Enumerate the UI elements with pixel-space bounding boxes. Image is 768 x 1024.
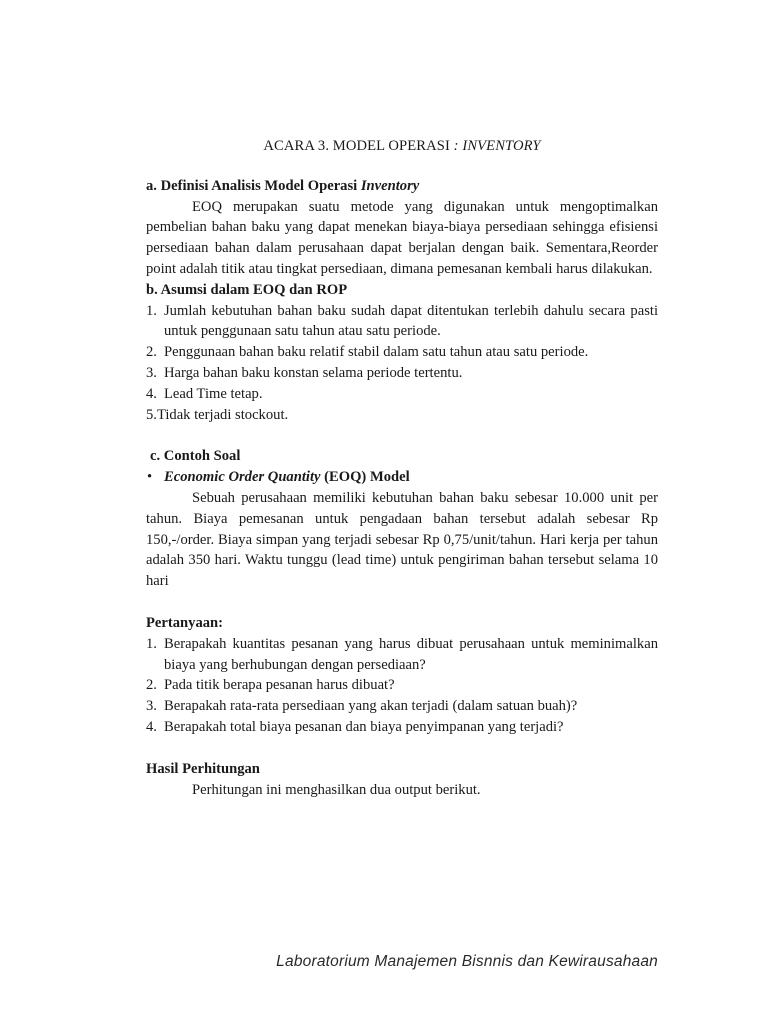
page-title	[146, 136, 658, 157]
section-b-heading: b. Asumsi dalam EOQ dan ROP	[146, 281, 348, 298]
bullet-italic-text: Economic Order Quantity	[164, 469, 321, 486]
section-a-paragraph: EOQ merupakan suatu metode yang digunakan untuk mengoptimalkan pembelian bahan baku yang dapat menekan biaya-biaya persediaan sehingga efisiensi persediaan bahan dalam perusahaan dapat berjalan dengan baik. Sementara,Reorder point adalah titik atau tingkat persediaan, dimana pemesanan kembali harus dilakukan.	[146, 198, 658, 277]
assumption-number: 2.	[146, 344, 157, 361]
assumption-list	[146, 301, 658, 426]
question-item-1	[146, 634, 658, 676]
question-number: 2.	[146, 677, 157, 694]
example-bullet-list	[146, 467, 658, 488]
section-a-heading-italic: Inventory	[360, 177, 420, 194]
question-item-2	[146, 675, 658, 696]
title-italic: : INVENTORY	[449, 138, 541, 154]
question-item-4	[146, 717, 658, 738]
question-item-3	[146, 696, 658, 717]
assumption-item-5	[146, 405, 658, 426]
section-c-heading: c. Contoh Soal	[150, 448, 241, 465]
bullet-rest-text: (EOQ) Model	[320, 469, 410, 486]
question-text: Berapakah total biaya pesanan dan biaya penyimpanan yang terjadi?	[164, 718, 564, 735]
question-list	[146, 634, 658, 738]
question-text: Berapakah rata-rata persediaan yang akan terjadi (dalam satuan buah)?	[164, 698, 578, 715]
question-text: Berapakah kuantitas pesanan yang harus dibuat perusahaan untuk meminimalkan biaya yang berhubungan dengan persediaan?	[164, 635, 658, 673]
questions-heading: Pertanyaan:	[146, 614, 224, 631]
example-bullet-item	[146, 467, 658, 488]
assumption-text: Tidak terjadi stockout.	[156, 406, 289, 423]
assumption-item-2	[146, 342, 658, 363]
question-number: 4.	[146, 718, 157, 735]
assumption-text: Jumlah kebutuhan bahan baku sudah dapat ditentukan terlebih dahulu secara pasti untuk penggunaan satu tahun atau satu periode.	[164, 302, 658, 340]
title-main: ACARA 3. MODEL OPERASI	[263, 138, 450, 154]
assumption-text: Penggunaan bahan baku relatif stabil dalam satu tahun atau satu periode.	[164, 344, 589, 361]
assumption-item-4	[146, 384, 658, 405]
assumption-number: 5.	[146, 406, 157, 423]
question-text: Pada titik berapa pesanan harus dibuat?	[164, 677, 395, 694]
section-a-heading-main: a. Definisi Analisis Model Operasi	[146, 177, 361, 194]
document-body	[146, 136, 658, 800]
assumption-item-3	[146, 363, 658, 384]
page-footer: Laboratorium Manajemen Bisnnis dan Kewirausahaan	[276, 953, 658, 970]
assumption-text: Lead Time tetap.	[164, 385, 263, 402]
spacer	[146, 425, 658, 446]
assumption-number: 1.	[146, 302, 157, 319]
results-paragraph: Perhitungan ini menghasilkan dua output berikut.	[192, 781, 481, 798]
question-number: 3.	[146, 698, 157, 715]
assumption-number: 4.	[146, 385, 157, 402]
bullet-dot: •	[147, 469, 153, 486]
assumption-number: 3.	[146, 364, 157, 381]
section-a-heading	[146, 176, 658, 197]
spacer	[146, 592, 658, 613]
assumption-text: Harga bahan baku konstan selama periode tertentu.	[164, 364, 463, 381]
results-heading: Hasil Perhitungan	[146, 760, 260, 777]
question-number: 1.	[146, 635, 157, 652]
spacer	[146, 738, 658, 759]
example-paragraph: Sebuah perusahaan memiliki kebutuhan bahan baku sebesar 10.000 unit per tahun. Biaya pemesanan untuk pengadaan bahan tersebut adalah sebesar Rp 150,-/order. Biaya simpan yang terjadi sebesar Rp 0,75/unit/tahun. Hari kerja per tahun adalah 350 hari. Waktu tunggu (lead time) untuk pengiriman bahan tersebut selama 10 hari	[146, 489, 658, 590]
assumption-item-1	[146, 301, 658, 343]
